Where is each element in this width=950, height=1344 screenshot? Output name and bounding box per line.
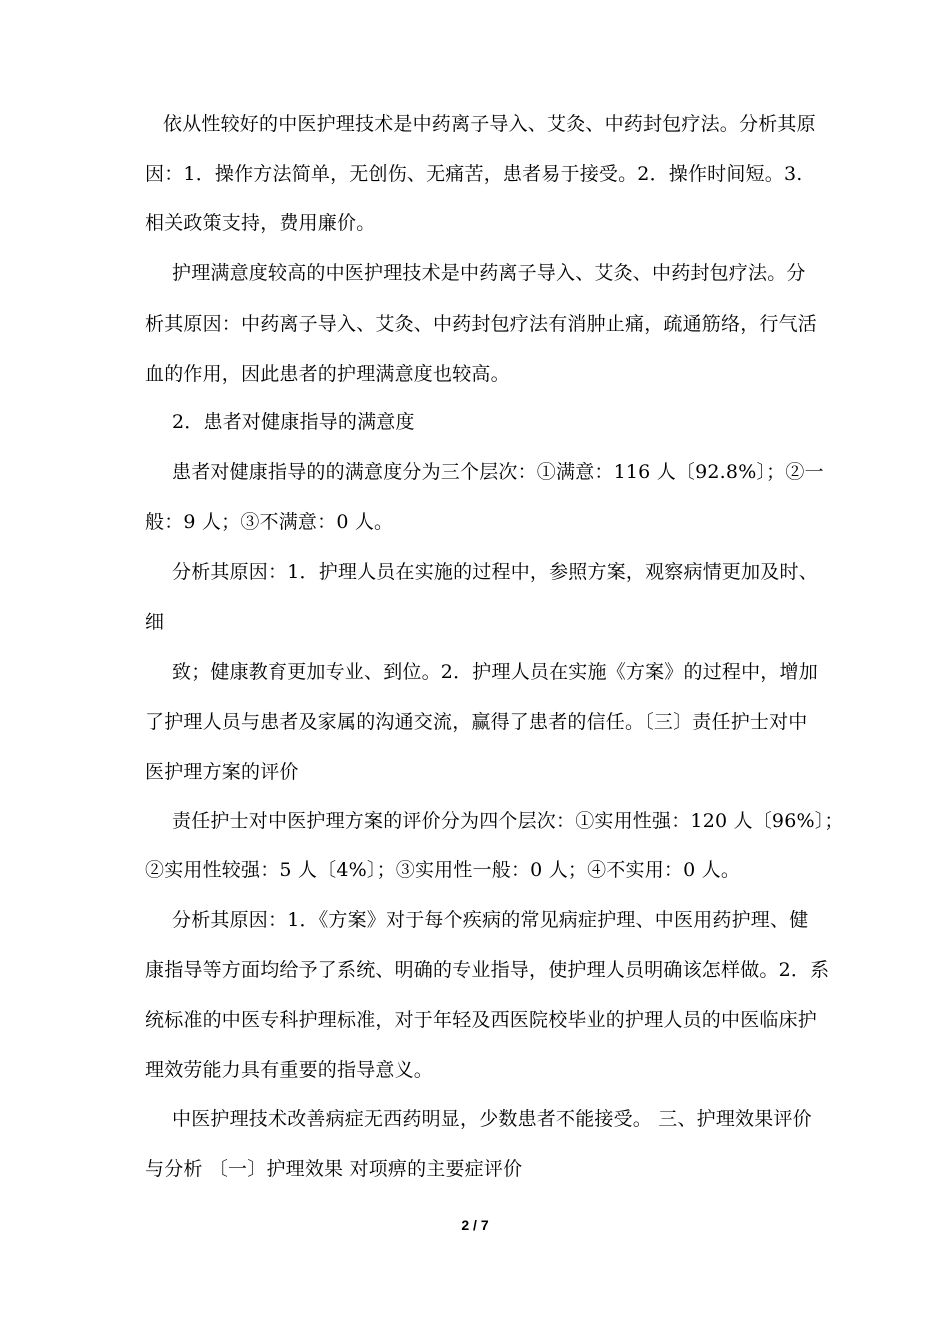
paragraph-line: 般：9 人；③不满意：0 人。 (145, 511, 394, 533)
paragraph-line: 与分析 〔一〕护理效果 对项痹的主要症评价 (145, 1158, 523, 1180)
paragraph-line: 依从性较好的中医护理技术是中药离子导入、艾灸、中药封包疗法。分析其原 (163, 113, 816, 135)
paragraph-line: 责任护士对中医护理方案的评价分为四个层次：①实用性强：120 人〔96%〕； (172, 810, 844, 832)
paragraph-line: 分析其原因：1．《方案》对于每个疾病的常见病症护理、中医用药护理、健 (172, 909, 809, 931)
paragraph-line: 医护理方案的评价 (145, 761, 299, 783)
paragraph-line: 康指导等方面均给予了系统、明确的专业指导，使护理人员明确该怎样做。2．系 (145, 959, 830, 981)
paragraph-line: 因：1．操作方法简单，无创伤、无痛苦，患者易于接受。2．操作时间短。3. (145, 163, 803, 185)
paragraph-line: 细 (145, 611, 165, 633)
paragraph-line: 护理满意度较高的中医护理技术是中药离子导入、艾灸、中药封包疗法。分 (172, 262, 806, 284)
paragraph-line: 致；健康教育更加专业、到位。2．护理人员在实施《方案》的过程中，增加 (172, 661, 818, 683)
paragraph-line: 血的作用，因此患者的护理满意度也较高。 (145, 363, 510, 385)
section-heading: 2．患者对健康指导的满意度 (172, 411, 415, 433)
paragraph-line: 相关政策支持，费用廉价。 (145, 212, 376, 234)
paragraph-line: 了护理人员与患者及家属的沟通交流，赢得了患者的信任。〔三〕责任护士对中 (145, 711, 808, 733)
page-number: 2 / 7 (461, 1217, 489, 1233)
paragraph-line: ②实用性较强：5 人〔4%〕；③实用性一般：0 人；④不实用：0 人。 (145, 859, 741, 881)
paragraph-line: 中医护理技术改善病症无西药明显，少数患者不能接受。 三、护理效果评价 (172, 1108, 812, 1130)
paragraph-line: 理效劳能力具有重要的指导意义。 (145, 1059, 434, 1081)
paragraph-line: 患者对健康指导的的满意度分为三个层次：①满意：116 人〔92.8%〕；②一 (172, 461, 824, 483)
paragraph-line: 统标准的中医专科护理标准，对于年轻及西医院校毕业的护理人员的中医临床护 (145, 1009, 818, 1031)
paragraph-line: 分析其原因：1．护理人员在实施的过程中，参照方案，观察病情更加及时、 (172, 561, 818, 583)
paragraph-line: 析其原因：中药离子导入、艾灸、中药封包疗法有消肿止痛，疏通筋络，行气活 (145, 313, 818, 335)
